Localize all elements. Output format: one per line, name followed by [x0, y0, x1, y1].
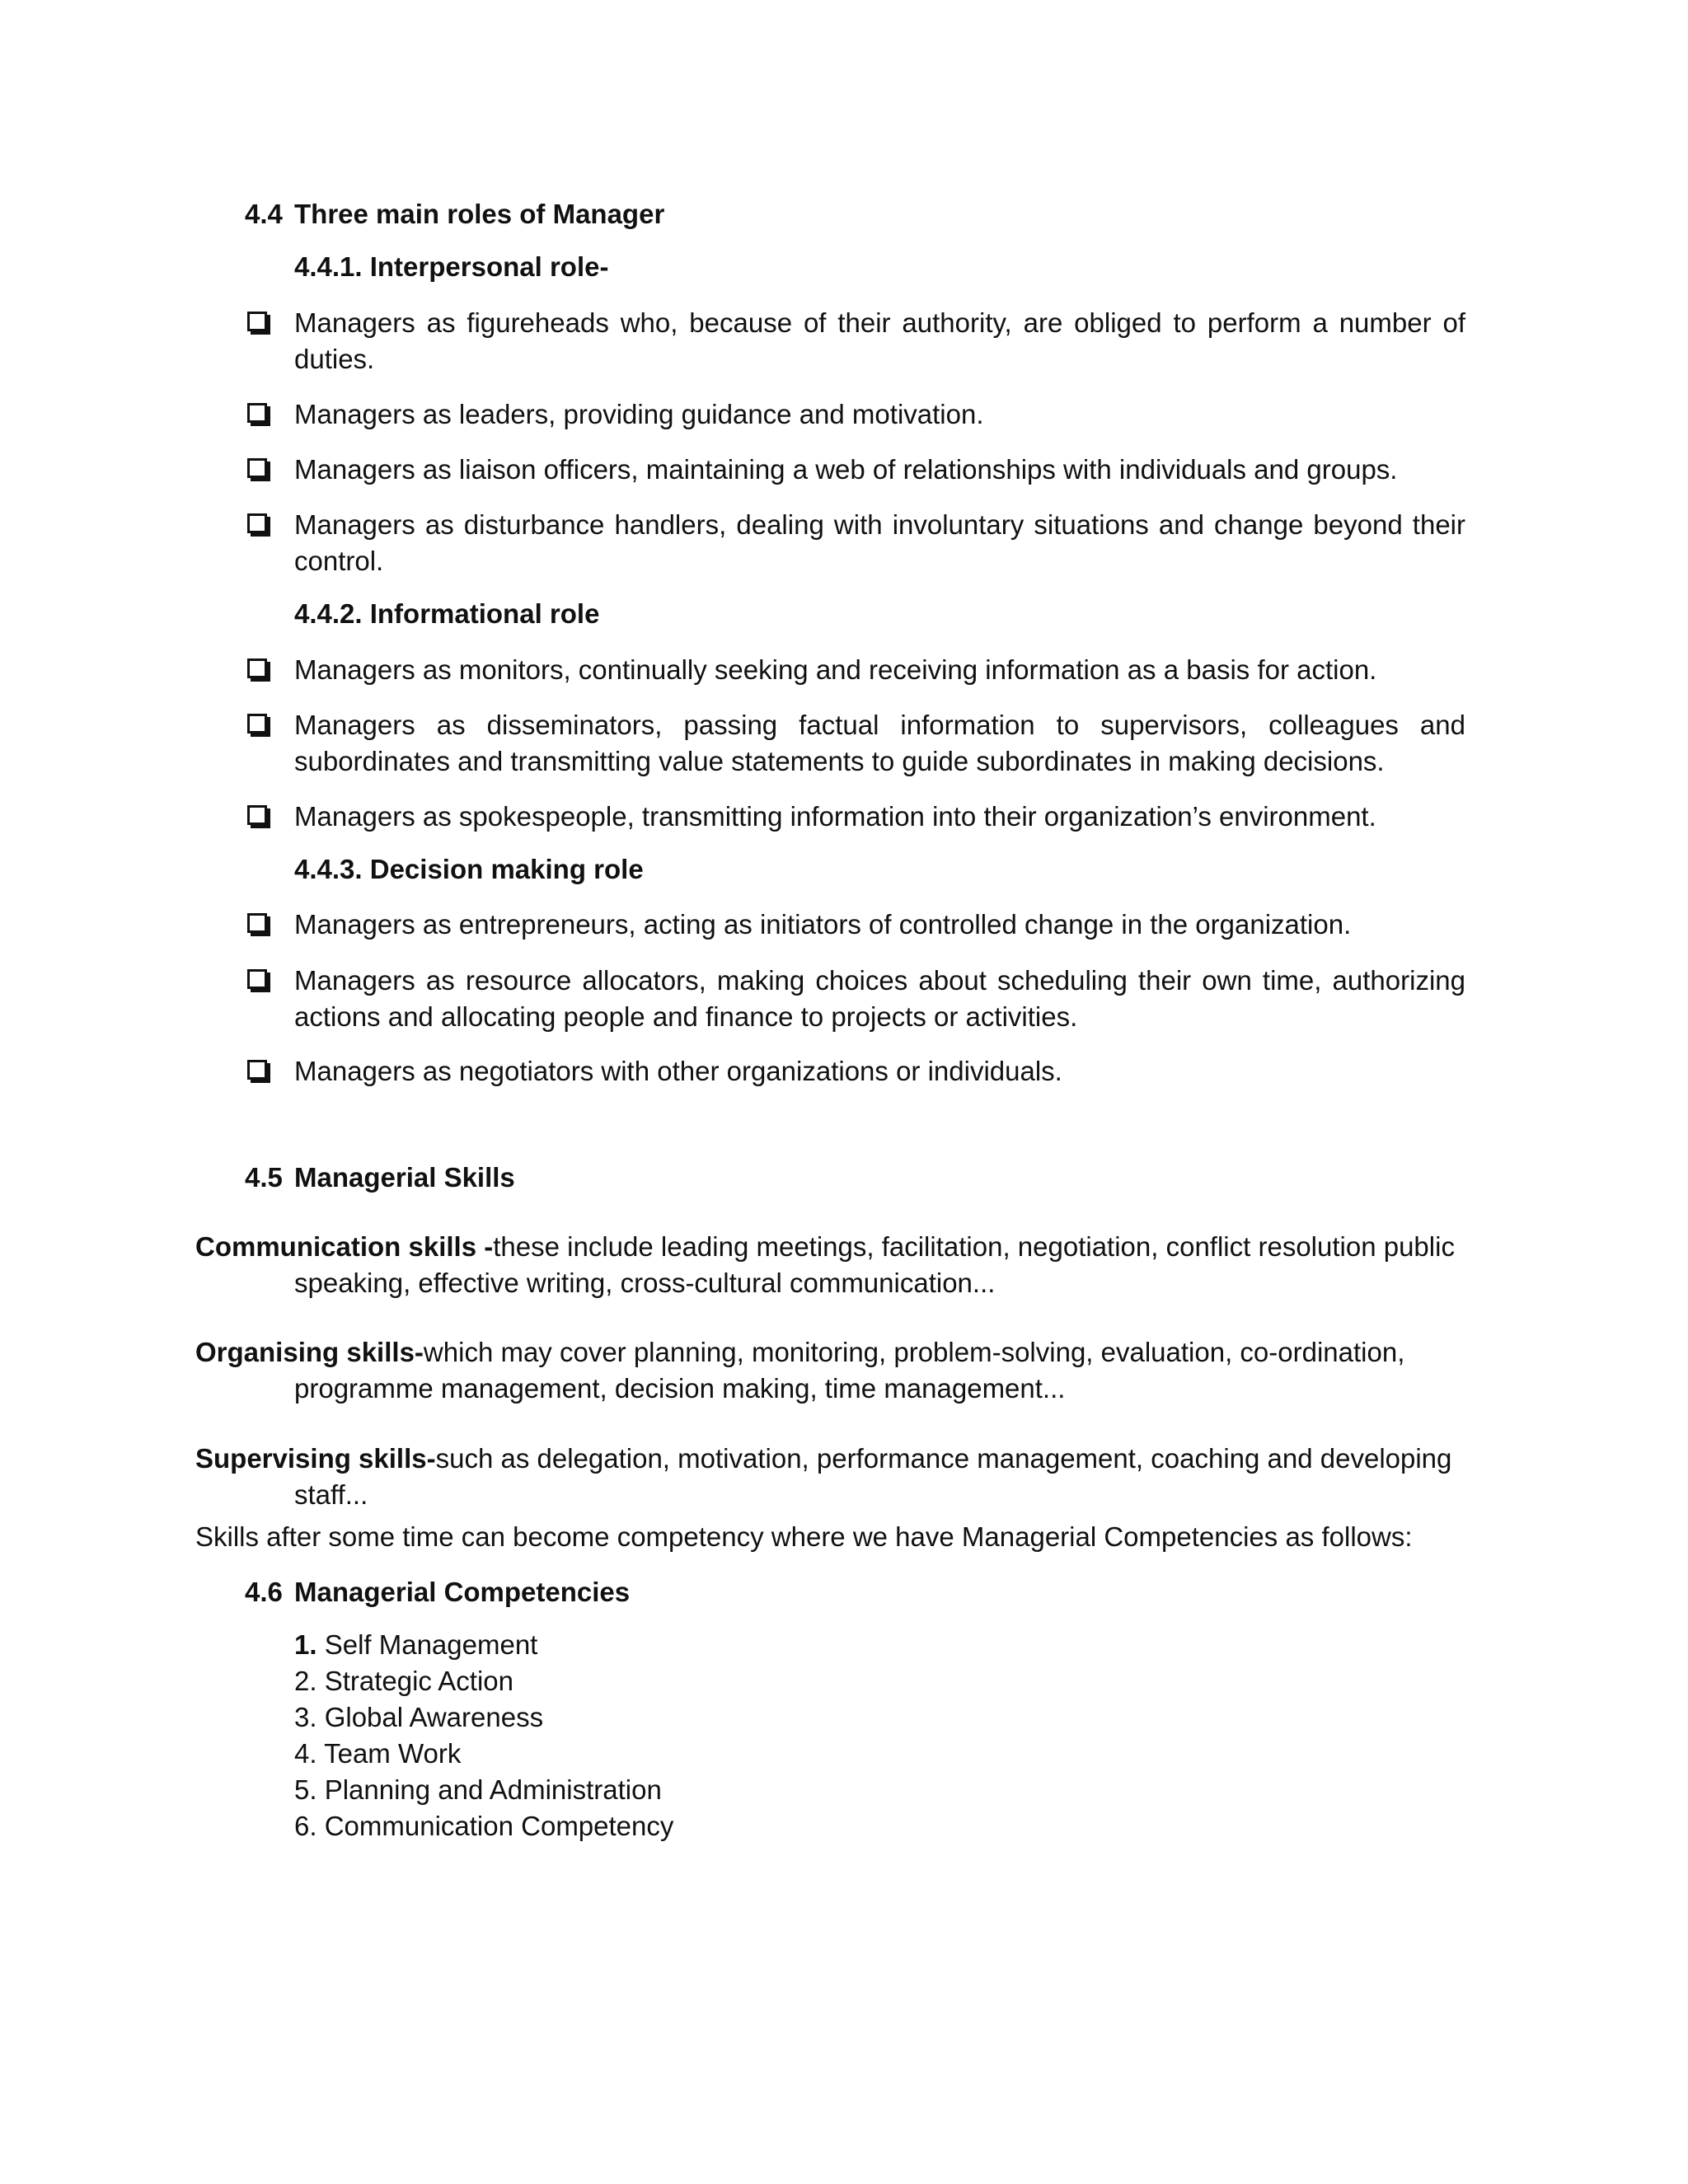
competency-number: 6. — [294, 1811, 317, 1841]
section-number: 4.4 — [245, 199, 283, 229]
competency-item — [294, 1663, 513, 1699]
competency-item — [294, 1699, 543, 1736]
checkbox-bullet-icon — [247, 513, 267, 533]
section-number: 4.6 — [245, 1577, 283, 1607]
competency-text: Communication Competency — [316, 1811, 674, 1841]
skill-description-continuation: programme management, decision making, time management... — [294, 1373, 1066, 1404]
list-item: Managers as liaison officers, maintaining a web of relationships with individuals and groups. — [294, 454, 1398, 485]
list-item: Managers as resource allocators, making choices about scheduling their own time, authorizing — [294, 965, 1465, 996]
list-item: Managers as disturbance handlers, dealing with involuntary situations and change beyond their — [294, 509, 1465, 540]
competency-item — [294, 1736, 461, 1772]
subsection-heading: 4.4.1. Interpersonal role- — [294, 251, 609, 282]
skill-label: Supervising skills- — [195, 1443, 436, 1474]
skill-paragraph — [195, 1334, 1404, 1371]
competency-item — [294, 1627, 537, 1663]
list-item: Managers as spokespeople, transmitting information into their organization’s environment. — [294, 801, 1376, 832]
list-item: Managers as figureheads who, because of their authority, are obliged to perform a number of — [294, 307, 1465, 338]
checkbox-bullet-icon — [247, 658, 267, 678]
subsection-heading: 4.4.3. Decision making role — [294, 854, 644, 884]
section-number: 4.5 — [245, 1162, 283, 1193]
checkbox-bullet-icon — [247, 969, 267, 989]
competency-text: Team Work — [316, 1738, 462, 1769]
competency-text: Global Awareness — [316, 1702, 544, 1732]
competency-text: Strategic Action — [316, 1666, 513, 1696]
competency-item — [294, 1808, 673, 1844]
section-heading: Managerial Skills — [294, 1162, 515, 1193]
competency-number: 2. — [294, 1666, 317, 1696]
skill-label: Communication skills - — [195, 1231, 494, 1262]
checkbox-bullet-icon — [247, 312, 267, 331]
skill-paragraph — [195, 1229, 1455, 1265]
list-item-continuation: subordinates and transmitting value statements to guide subordinates in making decisions. — [294, 746, 1385, 776]
skill-description-continuation: speaking, effective writing, cross-cultural communication... — [294, 1268, 996, 1298]
checkbox-bullet-icon — [247, 403, 267, 423]
skill-description: such as delegation, motivation, performance management, coaching and developing — [435, 1443, 1452, 1474]
skill-description-continuation: staff... — [294, 1479, 368, 1510]
checkbox-bullet-icon — [247, 805, 267, 825]
competency-number: 1. — [294, 1629, 317, 1660]
subsection-heading: 4.4.2. Informational role — [294, 598, 600, 629]
list-item-continuation: actions and allocating people and finance to projects or activities. — [294, 1001, 1078, 1032]
list-item: Managers as entrepreneurs, acting as initiators of controlled change in the organization. — [294, 909, 1352, 940]
list-item-continuation: duties. — [294, 344, 375, 374]
section-heading: Three main roles of Manager — [294, 199, 665, 229]
checkbox-bullet-icon — [247, 458, 267, 478]
competency-number: 3. — [294, 1702, 317, 1732]
skill-description: which may cover planning, monitoring, problem-solving, evaluation, co-ordination, — [423, 1337, 1405, 1367]
competency-text: Planning and Administration — [316, 1774, 662, 1805]
skill-label: Organising skills- — [195, 1337, 424, 1367]
list-item: Managers as monitors, continually seeking and receiving information as a basis for action. — [294, 654, 1377, 685]
competency-number: 4. — [294, 1738, 317, 1769]
checkbox-bullet-icon — [247, 714, 267, 733]
competency-text: Self Management — [316, 1629, 538, 1660]
checkbox-bullet-icon — [247, 1060, 267, 1080]
section-heading: Managerial Competencies — [294, 1577, 631, 1607]
competency-number: 5. — [294, 1774, 317, 1805]
list-item: Managers as disseminators, passing factual information to supervisors, colleagues and — [294, 710, 1465, 740]
transition-paragraph: Skills after some time can become competency where we have Managerial Competencies as follows: — [195, 1521, 1413, 1552]
list-item-continuation: control. — [294, 546, 384, 576]
competency-item — [294, 1772, 662, 1808]
list-item: Managers as negotiators with other organizations or individuals. — [294, 1056, 1062, 1086]
checkbox-bullet-icon — [247, 913, 267, 933]
skill-paragraph — [195, 1441, 1451, 1477]
list-item: Managers as leaders, providing guidance and motivation. — [294, 399, 984, 429]
skill-description: these include leading meetings, facilitation, negotiation, conflict resolution public — [493, 1231, 1455, 1262]
